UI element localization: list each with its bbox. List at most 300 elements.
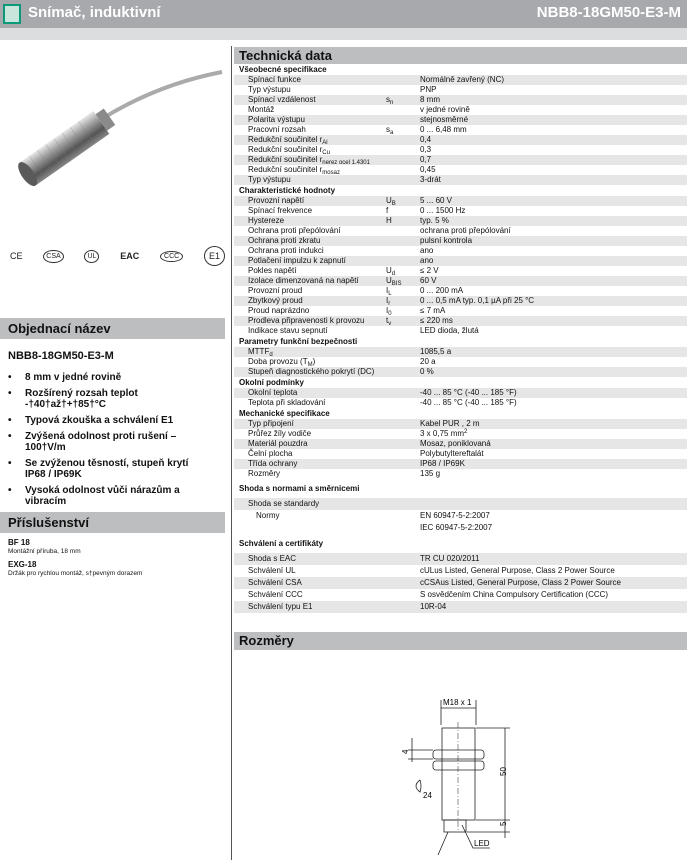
nut-width-label: 4 — [401, 749, 410, 754]
spec-name-text: Třída ochrany — [248, 459, 298, 468]
spec-row — [234, 246, 687, 256]
spec-name — [234, 115, 386, 125]
spec-name-text: Spínací frekvence — [248, 206, 313, 215]
spec-row — [234, 498, 687, 510]
spec-symbol — [386, 357, 420, 367]
spec-name — [234, 256, 386, 266]
spec-name-text: Stupeň diagnostického pokrytí (DC) — [248, 367, 375, 376]
spec-value-text: Polybutyltereftalát — [420, 449, 484, 458]
accessory-code: EXG-18 — [8, 560, 37, 569]
spec-name-text: Pracovní rozsah — [248, 125, 306, 134]
spec-value — [420, 286, 687, 296]
spec-name — [234, 577, 386, 589]
spec-row — [234, 459, 687, 469]
spec-row — [234, 266, 687, 276]
spec-name-text: Polarita výstupu — [248, 115, 305, 124]
spec-symbol-text: s — [386, 95, 390, 104]
spec-row — [234, 196, 687, 206]
spec-symbol — [386, 266, 420, 276]
spec-name — [234, 226, 386, 236]
spec-value — [420, 105, 687, 115]
spec-value-text: pulsní kontrola — [420, 236, 473, 245]
accessory-code: BF 18 — [8, 538, 30, 547]
spec-value — [420, 256, 687, 266]
spec-name-text: Shoda se standardy — [248, 499, 320, 508]
spec-section — [234, 377, 687, 408]
spec-name-text: MTTF — [248, 347, 270, 356]
spec-value — [420, 316, 687, 326]
spec-value-text: 3 x 0,75 mm — [420, 429, 465, 438]
spec-symbol-text: I — [386, 296, 389, 305]
spec-symbol — [386, 316, 420, 326]
spec-symbol — [386, 419, 420, 429]
spec-value-text: 60 V — [420, 276, 437, 285]
spec-row — [234, 419, 687, 429]
spec-name-text: Ochrana proti zkratu — [248, 236, 321, 245]
spec-value — [420, 246, 687, 256]
spec-symbol-subscript: v — [388, 321, 392, 327]
spec-value-text: S osvědčením China Compulsory Certification (CCC) — [420, 590, 609, 599]
spec-name-text: Ochrana proti přepólování — [248, 226, 341, 235]
spec-value-text: 0 ... 6,48 mm — [420, 125, 467, 134]
spec-row — [234, 216, 687, 226]
spec-symbol — [386, 522, 420, 534]
spec-row — [234, 206, 687, 216]
spec-value — [420, 388, 687, 398]
spec-name-text: Typ výstupu — [248, 85, 291, 94]
spec-name — [234, 266, 386, 276]
feature-item: • 8 mm v jedné rovině — [8, 372, 208, 383]
e1-mark-icon: E1 — [204, 246, 225, 266]
accessory-description: Držák pro rychlou montáž, s†pevným dorazem — [8, 570, 143, 577]
spec-symbol — [386, 577, 420, 589]
section-title: Všeobecné specifikace — [239, 65, 327, 74]
spec-value-text: ochrana proti přepólování — [420, 226, 511, 235]
spec-name-subscript: Al — [322, 140, 328, 146]
spec-symbol — [386, 226, 420, 236]
spec-name-text: Redukční součinitel r — [248, 155, 323, 164]
spec-value-text: 0,3 — [420, 145, 432, 154]
accessory-description: Montážní příruba, 18 mm — [8, 548, 81, 555]
spec-value-text: v jedné rovině — [420, 105, 470, 114]
spec-row — [234, 439, 687, 449]
spec-row — [234, 429, 687, 439]
spec-symbol — [386, 306, 420, 316]
spec-name-text: Průřez žíly vodiče — [248, 429, 312, 438]
spec-value-text: typ. 5 % — [420, 216, 449, 225]
spec-name-text: Pokles napětí — [248, 266, 297, 275]
section-title: Schválení a certifikáty — [239, 539, 324, 548]
spec-row — [234, 388, 687, 398]
spec-value — [420, 75, 687, 85]
spec-symbol — [386, 256, 420, 266]
spec-symbol — [386, 236, 420, 246]
spec-name — [234, 326, 386, 336]
spec-symbol — [386, 216, 420, 226]
spec-name-text: Typ připojení — [248, 419, 294, 428]
spec-value — [420, 357, 687, 367]
spec-value-text: ≤ 2 V — [420, 266, 439, 275]
ccc-mark-icon: CCC — [160, 251, 183, 262]
section-title: Okolní podmínky — [239, 378, 304, 387]
ul-mark-icon: UL — [84, 250, 99, 263]
spec-name-subscript: Cu — [322, 150, 330, 156]
led-label: LED — [474, 839, 490, 848]
spec-name-text: Proud naprázdno — [248, 306, 310, 315]
spec-name-text: Potlačení impulzu k zapnutí — [248, 256, 346, 265]
spec-symbol — [386, 498, 420, 510]
spec-name-subscript: d — [269, 352, 273, 358]
spec-value — [420, 577, 687, 589]
spec-row — [234, 357, 687, 367]
spec-value — [420, 296, 687, 306]
spec-row — [234, 286, 687, 296]
spec-name-text: Doba provozu (T — [248, 357, 308, 366]
spec-name-text: Spínací vzdálenost — [248, 95, 316, 104]
spec-symbol-subscript: B — [391, 201, 396, 207]
spec-name-text: Schválení typu E1 — [248, 602, 313, 611]
spec-name-text: Hystereze — [248, 216, 285, 225]
accessories-list — [0, 538, 225, 577]
spec-symbol — [386, 95, 420, 105]
spec-symbol-text: t — [386, 316, 389, 325]
spec-row — [234, 510, 687, 522]
feature-item: • Rozšírený rozsah teplot -†40†až†+†85†°C — [8, 388, 208, 410]
spec-value-text: LED dioda, žlutá — [420, 326, 479, 335]
spec-value — [420, 236, 687, 246]
spec-value — [420, 306, 687, 316]
spec-name-text: Provozní proud — [248, 286, 303, 295]
spec-name-text: Zbytkový proud — [248, 296, 303, 305]
spec-symbol-text: U — [386, 276, 392, 285]
spec-name — [234, 498, 386, 510]
spec-value-text: ano — [420, 246, 434, 255]
spec-symbol — [386, 553, 420, 565]
spec-name — [234, 398, 386, 408]
spec-name-subscript: mosaz — [322, 170, 340, 176]
spec-row — [234, 95, 687, 105]
spec-row — [234, 145, 687, 155]
spec-row — [234, 175, 687, 185]
spec-name — [234, 165, 386, 175]
spec-name-suffix: ) — [312, 357, 316, 366]
spec-value-text: 8 mm — [420, 95, 440, 104]
spec-value — [420, 439, 687, 449]
feature-item: • Se zvýženou těsností, stupeň krytí IP68 / IP69K — [8, 458, 208, 480]
spec-value — [420, 449, 687, 459]
spec-value-text: cULus Listed, General Purpose, Class 2 Power Source — [420, 566, 615, 575]
spec-name — [234, 510, 386, 522]
spec-symbol — [386, 388, 420, 398]
feature-list — [8, 372, 225, 507]
spec-value — [420, 95, 687, 105]
spec-section — [234, 534, 687, 613]
spec-value-text: TR CU 020/2011 — [420, 554, 480, 563]
spec-value — [420, 522, 687, 534]
spec-value-text: cCSAus Listed, General Purpose, Class 2 Power Source — [420, 578, 621, 587]
spec-name-text: Redukční součinitel r — [248, 165, 323, 174]
spec-value-text: EN 60947-5-2:2007 — [420, 511, 490, 520]
spec-row — [234, 522, 687, 534]
spec-name — [234, 145, 386, 155]
section-title: Mechanické specifikace — [239, 409, 330, 418]
spec-value — [420, 459, 687, 469]
spec-value — [420, 85, 687, 95]
spec-symbol — [386, 296, 420, 306]
spec-value-text: 3-drát — [420, 175, 441, 184]
spec-section — [234, 479, 687, 534]
spec-name — [234, 286, 389, 296]
spec-value-text: 0 ... 200 mA — [420, 286, 464, 295]
spec-value-text: 0,7 — [420, 155, 432, 164]
spec-value-text: IEC 60947-5-2:2007 — [420, 523, 493, 532]
spec-symbol-text: H — [386, 216, 392, 225]
spec-name — [234, 125, 386, 135]
spec-symbol-subscript: 0 — [388, 311, 392, 317]
spec-symbol-subscript: d — [391, 271, 396, 277]
spec-name — [234, 439, 386, 449]
spec-value-text: -40 ... 85 °C (-40 ... 185 °F) — [420, 388, 517, 397]
spec-name-subscript: M — [307, 362, 313, 368]
spec-symbol — [386, 175, 420, 185]
spec-value — [420, 347, 687, 357]
spec-symbol — [386, 449, 420, 459]
spec-row — [234, 449, 687, 459]
dimensions-section — [234, 632, 687, 650]
spec-symbol-text: f — [386, 206, 389, 215]
spec-row — [234, 347, 687, 357]
spec-name-text: Redukční součinitel r — [248, 135, 323, 144]
spec-name — [234, 419, 386, 429]
spec-symbol — [386, 145, 420, 155]
spec-name-text: Normy — [256, 511, 280, 520]
spec-symbol — [386, 135, 420, 145]
header-bar — [0, 0, 687, 28]
spec-name — [234, 276, 386, 286]
spec-section — [234, 64, 687, 185]
spec-symbol — [386, 155, 420, 165]
spec-symbol — [386, 196, 420, 206]
spec-row — [234, 296, 687, 306]
product-model: NBB8-18GM50-E3-M — [536, 4, 681, 21]
spec-row — [234, 75, 687, 85]
spec-name — [234, 246, 386, 256]
spec-row — [234, 155, 687, 165]
spec-name — [234, 357, 386, 367]
spec-symbol — [386, 510, 420, 522]
brand-logo — [3, 4, 21, 24]
spec-name-text: Izolace dimenzovaná na napětí — [248, 276, 359, 285]
spec-value-text: 135 g — [420, 469, 441, 478]
spec-symbol — [386, 601, 420, 613]
spec-name — [234, 75, 386, 85]
spec-value-text: IP68 / IP69K — [420, 459, 465, 468]
spec-name-text: Spínací funkce — [248, 75, 301, 84]
spec-row — [234, 115, 687, 125]
spec-name-text: Teplota při skladování — [248, 398, 326, 407]
spec-symbol — [386, 206, 420, 216]
section-title: Shoda s normami a směrnicemi — [239, 484, 360, 493]
spec-value — [420, 196, 687, 206]
spec-symbol — [386, 439, 420, 449]
dimensions-title: Rozměry — [234, 632, 687, 650]
spec-value — [420, 589, 687, 601]
spec-value — [420, 226, 687, 236]
spec-symbol — [386, 105, 420, 115]
spec-value-text: 0,45 — [420, 165, 436, 174]
spec-row — [234, 276, 687, 286]
spec-row — [234, 565, 687, 577]
spec-symbol-text: U — [386, 266, 392, 275]
spec-value-text: stejnosměrné — [420, 115, 469, 124]
spec-symbol-text: I — [386, 306, 389, 315]
spec-symbol — [386, 469, 420, 479]
spec-value-text: 10R-04 — [420, 602, 447, 611]
spec-name-text: Ochrana proti indukci — [248, 246, 324, 255]
spec-symbol-subscript: BIS — [391, 281, 402, 287]
spec-value — [420, 429, 687, 439]
spec-name-text: Prodleva připravenosti k provozu — [248, 316, 365, 325]
spec-name-text: Typ výstupu — [248, 175, 291, 184]
spec-value — [420, 145, 687, 155]
spec-value — [420, 155, 687, 165]
spec-name — [234, 236, 386, 246]
spec-value — [420, 135, 687, 145]
spec-value-text: 0 ... 0,5 mA typ. 0,1 µA při 25 °C — [420, 296, 535, 305]
spec-name — [234, 206, 389, 216]
tail-length-label: 5 — [499, 821, 508, 826]
spec-name-text: Indikace stavu sepnutí — [248, 326, 328, 335]
spec-row — [234, 256, 687, 266]
spec-name-subscript: nerez ocel 1.4301 — [322, 160, 370, 166]
spec-symbol — [386, 246, 420, 256]
length-label: 50 — [499, 767, 508, 776]
spec-name-text: Schválení CSA — [248, 578, 302, 587]
spec-section — [234, 408, 687, 479]
spec-value-superscript: 2 — [464, 429, 468, 435]
spec-symbol-text: s — [386, 125, 390, 134]
spec-name — [234, 429, 386, 439]
spec-value-text: -40 ... 85 °C (-40 ... 185 °F) — [420, 398, 517, 407]
spec-symbol — [386, 367, 420, 377]
spec-row — [234, 135, 687, 145]
spec-name — [234, 388, 386, 398]
spec-value — [420, 125, 687, 135]
column-divider — [231, 46, 232, 860]
spec-symbol — [386, 347, 420, 357]
spec-value-text: Mosaz, poniklovaná — [420, 439, 491, 448]
spec-name-text: Rozměry — [248, 469, 281, 478]
spec-value — [420, 165, 687, 175]
spec-row — [234, 125, 687, 135]
spec-value — [420, 266, 687, 276]
spec-value-text: 0 % — [420, 367, 434, 376]
spec-row — [234, 601, 687, 613]
spec-value — [420, 398, 687, 408]
spec-name-text: Okolní teplota — [248, 388, 298, 397]
spec-symbol — [386, 75, 420, 85]
spec-row — [234, 577, 687, 589]
technical-data-title: Technická data — [234, 47, 687, 64]
spec-section — [234, 185, 687, 336]
spec-row — [234, 85, 687, 95]
spec-symbol — [386, 85, 420, 95]
spec-symbol-text: I — [386, 286, 389, 295]
accessories-section-title: Příslušenství — [0, 512, 225, 533]
spec-row — [234, 553, 687, 565]
spec-name — [234, 155, 386, 165]
spec-name — [234, 522, 386, 534]
spec-name-text: Čelní plocha — [248, 449, 293, 458]
spec-symbol — [386, 276, 420, 286]
spec-name-text: Shoda s EAC — [248, 554, 297, 563]
spec-name — [234, 135, 386, 145]
spec-name — [234, 601, 386, 613]
order-code: NBB8-18GM50-E3-M — [8, 350, 114, 362]
spec-row — [234, 469, 687, 479]
spec-name-text: Redukční součinitel r — [248, 145, 323, 154]
feature-item: • Vysoká odolnost vůči nárazům a vibracím — [8, 485, 208, 507]
spec-value — [420, 553, 687, 565]
spec-symbol — [386, 459, 420, 469]
spec-value-text: 0,4 — [420, 135, 432, 144]
spec-row — [234, 398, 687, 408]
spec-name — [234, 175, 386, 185]
spec-name-text: Provozní napětí — [248, 196, 305, 205]
feature-item: • Typová zkouška a schválení E1 — [8, 415, 208, 426]
spec-symbol — [386, 115, 420, 125]
spec-name — [234, 553, 386, 565]
spec-value — [420, 206, 687, 216]
spec-row — [234, 165, 687, 175]
spec-symbol-subscript: L — [388, 291, 392, 297]
spec-value-text: PNP — [420, 85, 437, 94]
spec-value-text: Kabel PUR , 2 m — [420, 419, 480, 428]
spec-value-text: Normálně zavřený (NC) — [420, 75, 505, 84]
spec-name — [234, 95, 386, 105]
eac-mark-icon: EAC — [120, 251, 140, 261]
spec-name — [234, 459, 386, 469]
spec-name-text: Montáž — [248, 105, 275, 114]
header-band — [0, 28, 687, 40]
thread-label: M18 x 1 — [443, 698, 472, 707]
spec-row — [234, 367, 687, 377]
spec-name-text: Schválení UL — [248, 566, 296, 575]
section-title: Charakteristické hodnoty — [239, 186, 336, 195]
spec-symbol — [386, 125, 420, 135]
dimension-drawing — [390, 680, 540, 860]
spec-symbol-subscript: a — [390, 130, 394, 136]
spec-symbol — [386, 165, 420, 175]
spec-value — [420, 469, 687, 479]
spec-row — [234, 589, 687, 601]
spec-name — [234, 105, 386, 115]
spec-symbol — [386, 429, 420, 439]
spec-row — [234, 306, 687, 316]
spec-symbol — [386, 286, 420, 296]
order-section-title: Objednací název — [0, 318, 225, 339]
spec-section — [234, 336, 687, 377]
spec-name — [234, 469, 386, 479]
spec-value-text: 1085,5 a — [420, 347, 452, 356]
spec-name — [234, 216, 386, 226]
spec-row — [234, 316, 687, 326]
spec-name-text: Schválení CCC — [248, 590, 303, 599]
spec-row — [234, 326, 687, 336]
spec-symbol — [386, 326, 420, 336]
spec-symbol-subscript: r — [388, 301, 391, 307]
product-type-title: Snímač, induktivní — [28, 4, 161, 21]
